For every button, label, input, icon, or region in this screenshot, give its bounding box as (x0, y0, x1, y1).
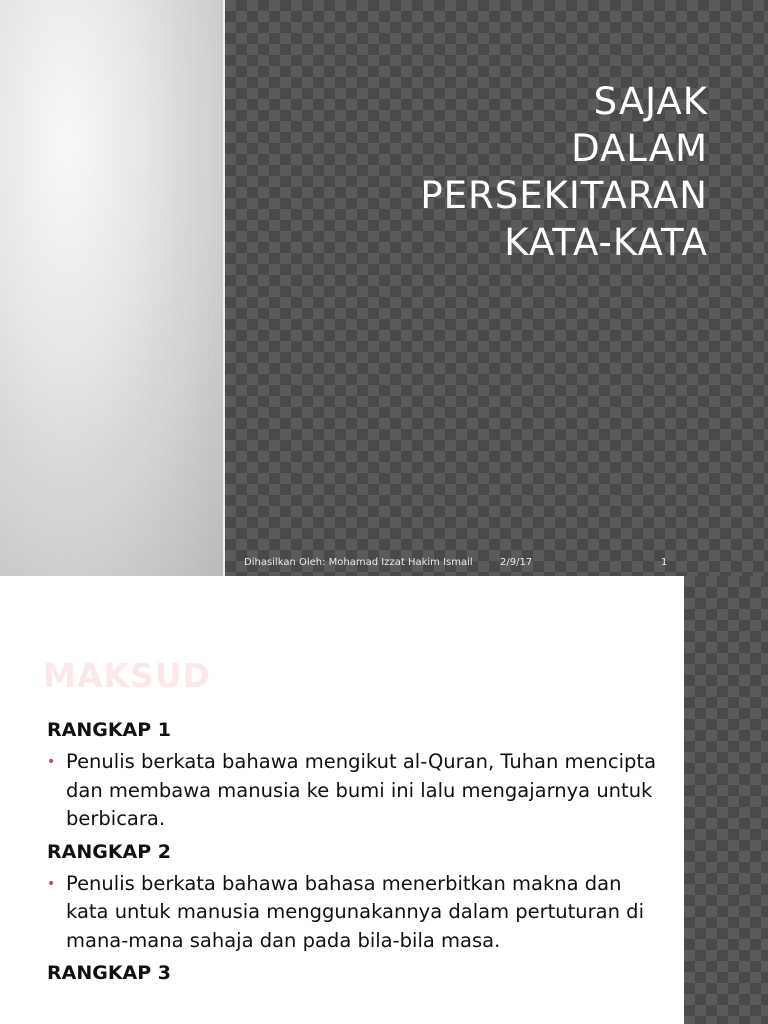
footer-date: 2/9/17 (500, 557, 533, 568)
bullet-text: Penulis berkata bahawa bahasa menerbitkan makna dan kata untuk manusia menggunakannya dalam pertuturan di mana-mana sahaja dan pada bila-bila masa. (66, 871, 644, 952)
title-line: DALAM (571, 127, 708, 170)
slide-heading: MAKSUD (43, 656, 211, 695)
content-slide (0, 576, 768, 1024)
section-label: RANGKAP 3 (47, 962, 172, 984)
bullet-text: Penulis berkata bahawa mengikut al-Quran, Tuhan mencipta dan membawa manusia ke bumi ini lalu mengajarnya untuk berbicara. (66, 750, 657, 830)
footer-page-number: 1 (661, 557, 668, 568)
section-label: RANGKAP 2 (47, 840, 172, 863)
section-label: RANGKAP 1 (47, 719, 172, 741)
footer-author: Dihasilkan Oleh: Mohamad Izzat Hakim Ismail (244, 557, 473, 568)
slide-title (420, 78, 708, 266)
pattern-strip (684, 576, 768, 1024)
content-body (47, 716, 667, 987)
bullet-item (47, 748, 667, 834)
bullet-item (47, 870, 667, 956)
title-line: KATA-KATA (504, 221, 708, 264)
title-line: SAJAK (593, 80, 708, 123)
bullet-icon: • (47, 754, 56, 770)
title-line: PERSEKITARAN (420, 174, 708, 217)
bullet-icon: • (47, 875, 56, 892)
gradient-panel (0, 0, 223, 576)
